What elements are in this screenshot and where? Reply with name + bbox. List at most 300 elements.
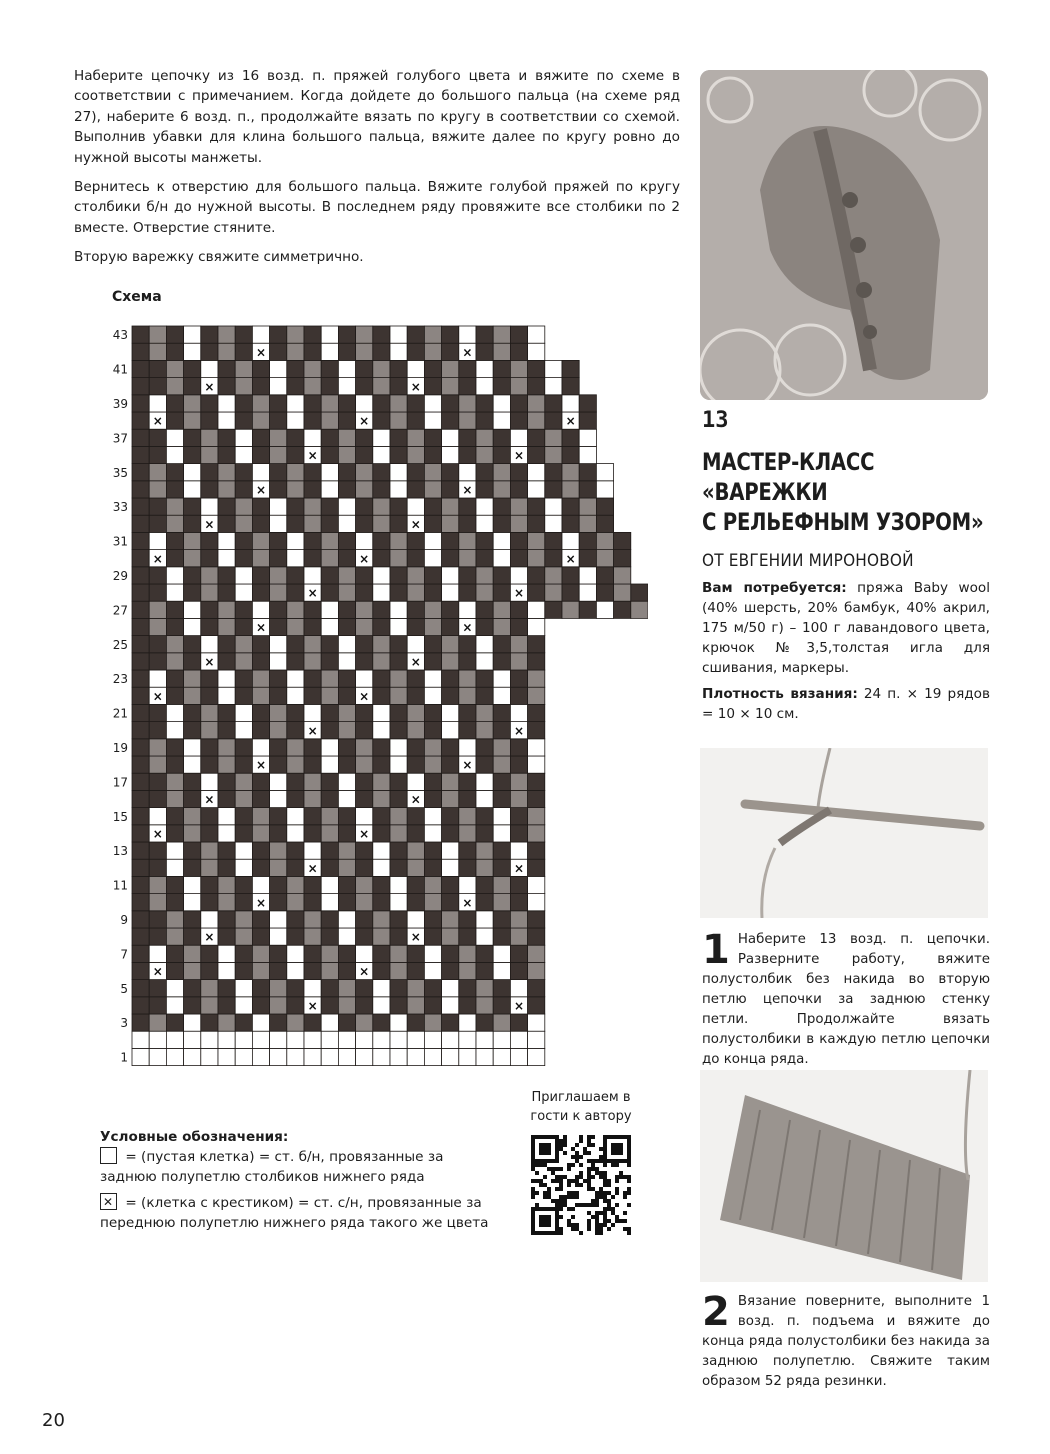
qr-module xyxy=(603,1207,607,1211)
qr-module xyxy=(627,1147,631,1151)
chart-cell xyxy=(304,739,321,756)
row-label: 17 xyxy=(112,775,128,790)
chart-cell xyxy=(184,618,201,635)
qr-module xyxy=(559,1227,563,1231)
chart-cell xyxy=(184,412,201,429)
chart-cell xyxy=(287,498,304,515)
qr-module xyxy=(535,1171,539,1175)
qr-module xyxy=(607,1191,611,1195)
chart-cell xyxy=(424,653,441,670)
chart-cell xyxy=(338,601,355,618)
chart-cell xyxy=(235,687,252,704)
chart-cell xyxy=(356,1031,373,1048)
chart-cell xyxy=(184,464,201,481)
qr-module xyxy=(547,1223,551,1227)
chart-cell xyxy=(356,481,373,498)
chart-cell xyxy=(338,980,355,997)
qr-module xyxy=(603,1195,607,1199)
chart-cell xyxy=(184,722,201,739)
chart-cell xyxy=(338,1031,355,1048)
chart-cell xyxy=(132,343,149,360)
chart-cell xyxy=(390,997,407,1014)
qr-module xyxy=(619,1143,623,1147)
chart-cell xyxy=(493,1031,510,1048)
chart-cell xyxy=(252,550,269,567)
chart-cell xyxy=(201,360,218,377)
qr-module xyxy=(563,1143,567,1147)
chart-cell xyxy=(390,395,407,412)
chart-cell xyxy=(442,1014,459,1031)
chart-cell xyxy=(218,876,235,893)
chart-cell xyxy=(356,704,373,721)
chart-cell xyxy=(132,945,149,962)
chart-cell xyxy=(528,928,545,945)
chart-cell xyxy=(356,636,373,653)
chart-cell xyxy=(442,464,459,481)
chart-cell xyxy=(149,1014,166,1031)
chart-cell xyxy=(476,808,493,825)
chart-cell xyxy=(287,412,304,429)
chart-cell xyxy=(528,378,545,395)
qr-module xyxy=(551,1135,555,1139)
qr-module xyxy=(555,1179,559,1183)
qr-module xyxy=(579,1183,583,1187)
chart-cell xyxy=(579,429,596,446)
chart-cell xyxy=(390,962,407,979)
chart-cell xyxy=(390,911,407,928)
chart-cell xyxy=(407,980,424,997)
qr-module xyxy=(535,1159,539,1163)
chart-cell xyxy=(459,326,476,343)
qr-module xyxy=(555,1223,559,1227)
chart-cell xyxy=(235,704,252,721)
chart-cell xyxy=(373,722,390,739)
qr-module xyxy=(611,1159,615,1163)
chart-cell xyxy=(493,911,510,928)
chart-cell xyxy=(424,825,441,842)
qr-module xyxy=(599,1195,603,1199)
row-label: 35 xyxy=(112,465,128,480)
chart-cell xyxy=(596,532,613,549)
qr-module xyxy=(611,1147,615,1151)
chart-cell xyxy=(493,446,510,463)
chart-cell xyxy=(510,515,527,532)
chart-cell xyxy=(545,464,562,481)
chart-cell xyxy=(528,1014,545,1031)
chart-cell xyxy=(252,653,269,670)
chart-cell xyxy=(132,722,149,739)
chart-cell xyxy=(270,756,287,773)
chart-cell xyxy=(270,928,287,945)
chart-cell xyxy=(218,584,235,601)
chart-cell xyxy=(149,567,166,584)
chart-cell xyxy=(166,412,183,429)
chart-cell xyxy=(149,756,166,773)
chart-cell xyxy=(287,481,304,498)
qr-module xyxy=(551,1199,555,1203)
chart-cell xyxy=(338,429,355,446)
qr-module xyxy=(611,1151,615,1155)
qr-module xyxy=(547,1191,551,1195)
chart-cell xyxy=(270,790,287,807)
chart-cell xyxy=(321,928,338,945)
chart-cell xyxy=(528,825,545,842)
chart-cell xyxy=(184,808,201,825)
chart-cell xyxy=(235,911,252,928)
chart-cell xyxy=(132,980,149,997)
chart-cell xyxy=(338,464,355,481)
chart-cell xyxy=(184,962,201,979)
chart-cell xyxy=(476,997,493,1014)
chart-cell xyxy=(407,962,424,979)
chart-cell xyxy=(373,653,390,670)
chart-cell xyxy=(424,722,441,739)
chart-cell xyxy=(407,825,424,842)
chart-cell xyxy=(596,464,613,481)
chart-cell xyxy=(493,653,510,670)
chart-cell xyxy=(476,326,493,343)
chart-cell xyxy=(373,360,390,377)
chart-cell xyxy=(338,395,355,412)
qr-module xyxy=(603,1163,607,1167)
chart-cell xyxy=(321,859,338,876)
chart-cell xyxy=(493,670,510,687)
qr-module xyxy=(619,1135,623,1139)
chart-cell xyxy=(321,773,338,790)
row-label: 23 xyxy=(112,672,128,687)
qr-module xyxy=(567,1167,571,1171)
chart-cell xyxy=(287,618,304,635)
chart-cell xyxy=(184,894,201,911)
chart-cell xyxy=(493,326,510,343)
chart-cell xyxy=(528,498,545,515)
chart-cell xyxy=(510,928,527,945)
chart-cell xyxy=(407,1048,424,1065)
cross-mark: × xyxy=(462,895,473,910)
chart-cell xyxy=(459,395,476,412)
chart-cell xyxy=(459,1014,476,1031)
chart-cell xyxy=(235,825,252,842)
chart-cell xyxy=(424,498,441,515)
chart-cell xyxy=(201,498,218,515)
cross-mark: × xyxy=(204,930,215,945)
chart-cell xyxy=(442,618,459,635)
chart-cell xyxy=(459,464,476,481)
project-number: 13 xyxy=(702,408,729,433)
qr-module xyxy=(615,1143,619,1147)
chart-cell xyxy=(287,945,304,962)
chart-cell xyxy=(510,653,527,670)
chart-cell xyxy=(510,962,527,979)
chart-cell xyxy=(166,550,183,567)
chart-cell xyxy=(424,980,441,997)
qr-module xyxy=(559,1187,563,1191)
qr-module xyxy=(543,1135,547,1139)
chart-cell xyxy=(510,636,527,653)
qr-module xyxy=(559,1175,563,1179)
qr-module xyxy=(555,1147,559,1151)
row-label: 15 xyxy=(112,809,128,824)
chart-cell xyxy=(252,532,269,549)
qr-module xyxy=(591,1215,595,1219)
chart-cell xyxy=(184,790,201,807)
chart-cell xyxy=(356,326,373,343)
chart-cell xyxy=(373,980,390,997)
qr-module xyxy=(539,1163,543,1167)
chart-cell xyxy=(459,704,476,721)
qr-module xyxy=(627,1159,631,1163)
chart-cell xyxy=(287,446,304,463)
qr-module xyxy=(575,1151,579,1155)
qr-module xyxy=(535,1207,539,1211)
chart-cell xyxy=(218,567,235,584)
cross-mark: × xyxy=(359,414,370,429)
qr-module xyxy=(559,1167,563,1171)
chart-cell xyxy=(459,790,476,807)
chart-cell xyxy=(235,859,252,876)
chart-cell xyxy=(562,446,579,463)
chart-cell xyxy=(218,894,235,911)
chart-cell xyxy=(287,704,304,721)
chart-cell xyxy=(493,464,510,481)
chart-cell xyxy=(614,584,631,601)
chart-cell xyxy=(579,601,596,618)
chart-cell xyxy=(390,498,407,515)
chart-cell xyxy=(252,739,269,756)
chart-cell xyxy=(235,653,252,670)
chart-cell xyxy=(166,395,183,412)
row-label: 31 xyxy=(112,534,128,549)
chart-cell xyxy=(528,343,545,360)
chart-cell xyxy=(442,945,459,962)
chart-cell xyxy=(252,825,269,842)
chart-cell xyxy=(562,395,579,412)
chart-cell xyxy=(476,945,493,962)
chart-cell xyxy=(252,722,269,739)
chart-cell xyxy=(390,412,407,429)
chart-cell xyxy=(476,395,493,412)
chart-cell xyxy=(270,876,287,893)
chart-cell xyxy=(442,550,459,567)
chart-cell xyxy=(184,739,201,756)
chart-cell xyxy=(149,945,166,962)
chart-cell xyxy=(442,653,459,670)
qr-module xyxy=(543,1143,547,1147)
chart-cell xyxy=(166,1048,183,1065)
chart-cell xyxy=(510,532,527,549)
qr-module xyxy=(535,1191,539,1195)
chart-cell xyxy=(252,980,269,997)
chart-cell xyxy=(201,446,218,463)
qr-module xyxy=(575,1223,579,1227)
chart-cell xyxy=(321,808,338,825)
row-label: 7 xyxy=(120,947,128,962)
qr-module xyxy=(547,1159,551,1163)
chart-cell xyxy=(476,1048,493,1065)
qr-code-icon[interactable] xyxy=(531,1135,631,1235)
chart-cell xyxy=(442,962,459,979)
chart-cell xyxy=(356,670,373,687)
qr-module xyxy=(599,1175,603,1179)
qr-module xyxy=(627,1139,631,1143)
crochet-hook-illustration xyxy=(700,748,988,918)
qr-module xyxy=(551,1231,555,1235)
qr-module xyxy=(555,1227,559,1231)
qr-module xyxy=(595,1167,599,1171)
chart-cell xyxy=(528,653,545,670)
qr-module xyxy=(563,1195,567,1199)
row-label: 25 xyxy=(112,637,128,652)
chart-cell xyxy=(373,498,390,515)
qr-module xyxy=(587,1167,591,1171)
chart-cell xyxy=(476,859,493,876)
chart-cell xyxy=(407,997,424,1014)
chart-cell xyxy=(424,532,441,549)
chart-cell xyxy=(442,1031,459,1048)
chart-cell xyxy=(476,876,493,893)
qr-module xyxy=(587,1175,591,1179)
qr-module xyxy=(627,1227,631,1231)
qr-module xyxy=(555,1139,559,1143)
chart-cell xyxy=(235,1031,252,1048)
chart-cell xyxy=(407,532,424,549)
chart-cell xyxy=(201,618,218,635)
qr-module xyxy=(603,1179,607,1183)
qr-module xyxy=(619,1175,623,1179)
chart-cell xyxy=(321,670,338,687)
chart-cell xyxy=(476,911,493,928)
chart-cell xyxy=(356,808,373,825)
chart-cell xyxy=(373,911,390,928)
cross-mark: × xyxy=(255,895,267,910)
chart-cell xyxy=(390,894,407,911)
chart-cell xyxy=(252,601,269,618)
chart-cell xyxy=(218,842,235,859)
chart-cell xyxy=(132,1014,149,1031)
chart-cell xyxy=(201,343,218,360)
chart-cell xyxy=(235,945,252,962)
chart-cell xyxy=(476,980,493,997)
chart-cell xyxy=(184,670,201,687)
chart-cell xyxy=(493,997,510,1014)
qr-module xyxy=(611,1135,615,1139)
pattern-chart xyxy=(108,318,648,1070)
chart-cell xyxy=(562,498,579,515)
cross-mark: × xyxy=(255,758,267,773)
chart-cell xyxy=(321,395,338,412)
chart-cell xyxy=(338,326,355,343)
chart-cell xyxy=(373,704,390,721)
chart-cell xyxy=(407,1014,424,1031)
chart-cell xyxy=(270,687,287,704)
chart-cell xyxy=(424,842,441,859)
chart-cell xyxy=(235,636,252,653)
chart-cell xyxy=(545,584,562,601)
chart-cell xyxy=(373,1048,390,1065)
chart-cell xyxy=(373,945,390,962)
qr-module xyxy=(591,1199,595,1203)
chart-cell xyxy=(287,859,304,876)
chart-cell xyxy=(459,446,476,463)
chart-cell xyxy=(201,1031,218,1048)
chart-cell xyxy=(321,532,338,549)
chart-cell xyxy=(304,876,321,893)
chart-cell xyxy=(184,481,201,498)
chart-cell xyxy=(166,980,183,997)
chart-cell xyxy=(356,911,373,928)
chart-cell xyxy=(424,945,441,962)
chart-cell xyxy=(149,498,166,515)
chart-cell xyxy=(390,567,407,584)
chart-cell xyxy=(218,601,235,618)
chart-cell xyxy=(218,343,235,360)
chart-cell xyxy=(390,515,407,532)
chart-cell xyxy=(373,567,390,584)
chart-cell xyxy=(321,446,338,463)
chart-cell xyxy=(442,360,459,377)
chart-cell xyxy=(373,687,390,704)
chart-cell xyxy=(321,464,338,481)
chart-cell xyxy=(270,378,287,395)
chart-cell xyxy=(338,532,355,549)
qr-module xyxy=(615,1175,619,1179)
chart-cell xyxy=(528,618,545,635)
chart-cell xyxy=(510,842,527,859)
qr-module xyxy=(559,1147,563,1151)
chart-cell xyxy=(356,567,373,584)
chart-cell xyxy=(201,567,218,584)
chart-cell xyxy=(287,395,304,412)
chart-cell xyxy=(459,980,476,997)
qr-module xyxy=(627,1155,631,1159)
chart-cell xyxy=(235,980,252,997)
qr-module xyxy=(599,1147,603,1151)
chart-cell xyxy=(476,550,493,567)
chart-cell xyxy=(252,1031,269,1048)
chart-cell xyxy=(442,997,459,1014)
chart-cell xyxy=(338,550,355,567)
materials-block xyxy=(702,578,990,730)
chart-cell xyxy=(218,997,235,1014)
chart-cell xyxy=(442,636,459,653)
qr-module xyxy=(559,1215,563,1219)
chart-cell xyxy=(545,429,562,446)
chart-cell xyxy=(476,378,493,395)
qr-module xyxy=(603,1215,607,1219)
chart-cell xyxy=(184,980,201,997)
chart-cell xyxy=(149,704,166,721)
chart-cell xyxy=(270,704,287,721)
chart-cell xyxy=(287,550,304,567)
qr-module xyxy=(575,1183,579,1187)
chart-cell xyxy=(321,997,338,1014)
chart-cell xyxy=(149,790,166,807)
chart-cell xyxy=(321,756,338,773)
chart-cell xyxy=(528,360,545,377)
chart-cell xyxy=(476,1031,493,1048)
cross-mark: × xyxy=(204,517,215,532)
chart-cell xyxy=(338,928,355,945)
chart-cell xyxy=(321,962,338,979)
chart-cell xyxy=(579,498,596,515)
chart-cell xyxy=(252,567,269,584)
chart-cell xyxy=(252,773,269,790)
chart-cell xyxy=(201,722,218,739)
qr-module xyxy=(555,1135,559,1139)
chart-cell xyxy=(132,653,149,670)
chart-cell xyxy=(459,636,476,653)
chart-cell xyxy=(407,618,424,635)
